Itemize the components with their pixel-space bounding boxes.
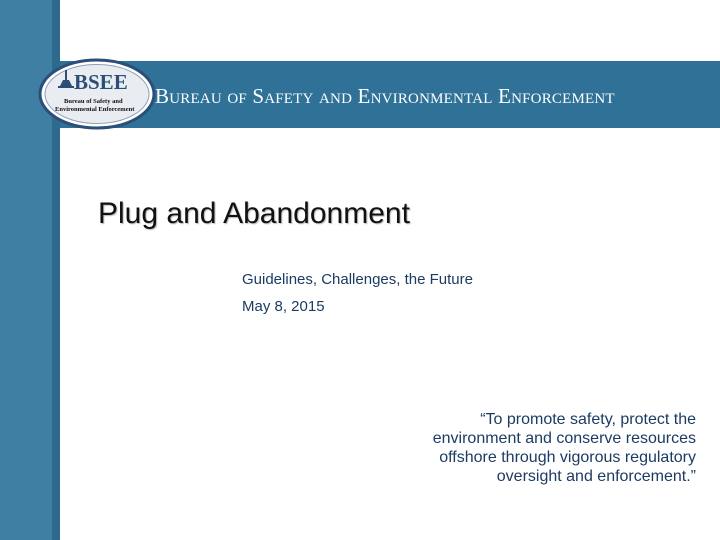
header-title: Bureau of Safety and Environmental Enforcement bbox=[155, 84, 615, 108]
quote-line: environment and conserve resources bbox=[432, 430, 696, 447]
logo-subtext-line1: Bureau of Safety and bbox=[64, 98, 123, 105]
quote-line: oversight and enforcement.” bbox=[496, 468, 696, 485]
mission-quote bbox=[366, 410, 696, 486]
quote-line: “To promote safety, protect the bbox=[480, 411, 696, 428]
subtitle-line-1: Guidelines, Challenges, the Future bbox=[242, 271, 473, 288]
bsee-logo bbox=[38, 58, 156, 130]
logo-acronym: BSEE bbox=[74, 70, 128, 94]
quote-line: offshore through vigorous regulatory bbox=[439, 449, 696, 466]
slide-title: Plug and Abandonment bbox=[98, 197, 410, 230]
subtitle-date: May 8, 2015 bbox=[242, 298, 325, 315]
logo-subtext-line2: Environmental Enforcement bbox=[55, 106, 135, 113]
